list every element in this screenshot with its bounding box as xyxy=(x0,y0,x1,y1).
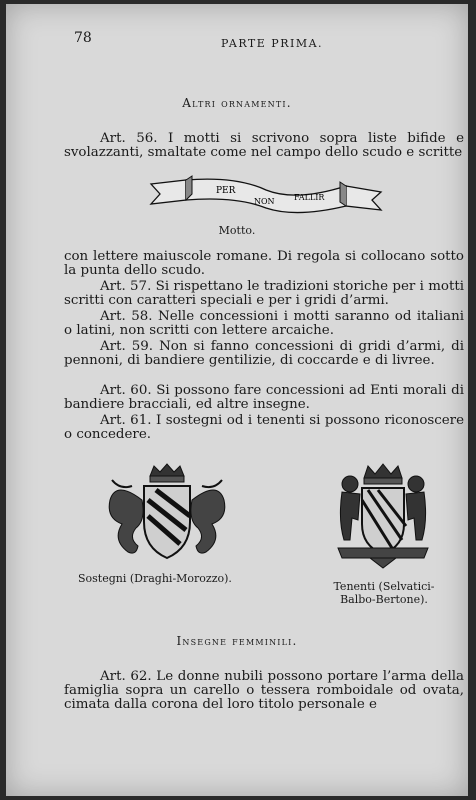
book-page xyxy=(6,4,468,796)
article-label: Art. 62. xyxy=(100,669,152,684)
section-heading-altri-ornamenti: Altri ornamenti. xyxy=(182,96,292,110)
motto-ribbon-illustration xyxy=(146,172,386,222)
article-label: Art. 60. xyxy=(100,383,152,398)
article-label: Art. 56. xyxy=(100,131,158,146)
article-57 xyxy=(64,280,464,308)
article-56-part1 xyxy=(64,132,464,160)
motto-word-non: NON xyxy=(254,197,275,206)
article-56-part2: con lettere maiuscole romane. Di regola si collocano sotto la punta dello scudo. xyxy=(64,249,464,278)
article-62 xyxy=(64,670,464,712)
coat-of-arms-wild-men-illustration xyxy=(330,460,436,572)
motto-caption: Motto. xyxy=(218,224,256,237)
coat-of-arms-dragons-illustration xyxy=(102,460,232,570)
article-text: Nelle concessioni i motti saranno od italiani o latini, non scritti con lettere arcaiche. xyxy=(64,309,465,338)
motto-word-fallir: FALLIR xyxy=(294,193,325,202)
article-label: Art. 58. xyxy=(100,309,153,324)
figure-caption-sostegni: Sostegni (Draghi-Morozzo). xyxy=(78,572,232,585)
page-number: 78 xyxy=(74,30,92,46)
article-60 xyxy=(64,384,464,412)
article-text: Si possono fare concessioni ad Enti morali di bandiere bracciali, ed altre insegne. xyxy=(64,383,465,412)
motto-word-per: PER xyxy=(216,186,236,196)
article-text: I motti si scrivono sopra liste bifide e svolazzanti, smaltate come nel campo dello scudo e scritte xyxy=(64,131,464,160)
article-label: Art. 59. xyxy=(100,339,154,354)
section-heading-insegne-femminili: Insegne femminili. xyxy=(176,634,298,648)
figure-caption-tenenti xyxy=(324,580,444,606)
article-59 xyxy=(64,340,464,368)
caption-line: Tenenti (Selvatici- xyxy=(333,580,435,593)
article-text: Non si fanno concessioni di gridi d’armi, di pennoni, di bandiere gentilizie, di coccarde e di livree. xyxy=(64,339,465,368)
article-61 xyxy=(64,414,464,442)
article-text: I sostegni od i tenenti si possono riconoscere o concedere. xyxy=(64,413,465,442)
article-58 xyxy=(64,310,464,338)
article-label: Art. 57. xyxy=(100,279,152,294)
caption-line: Balbo-Bertone). xyxy=(340,593,428,606)
article-text: Le donne nubili possono portare l’arma della famiglia sopra un carello o tessera romboidale od ovata, cimata dalla corona del loro titolo personale e xyxy=(64,669,464,712)
article-label: Art. 61. xyxy=(100,413,152,428)
running-title: PARTE PRIMA. xyxy=(221,37,324,50)
article-text: Si rispettano le tradizioni storiche per i motti scritti con caratteri speciali e per i gridi d’armi. xyxy=(64,279,464,308)
